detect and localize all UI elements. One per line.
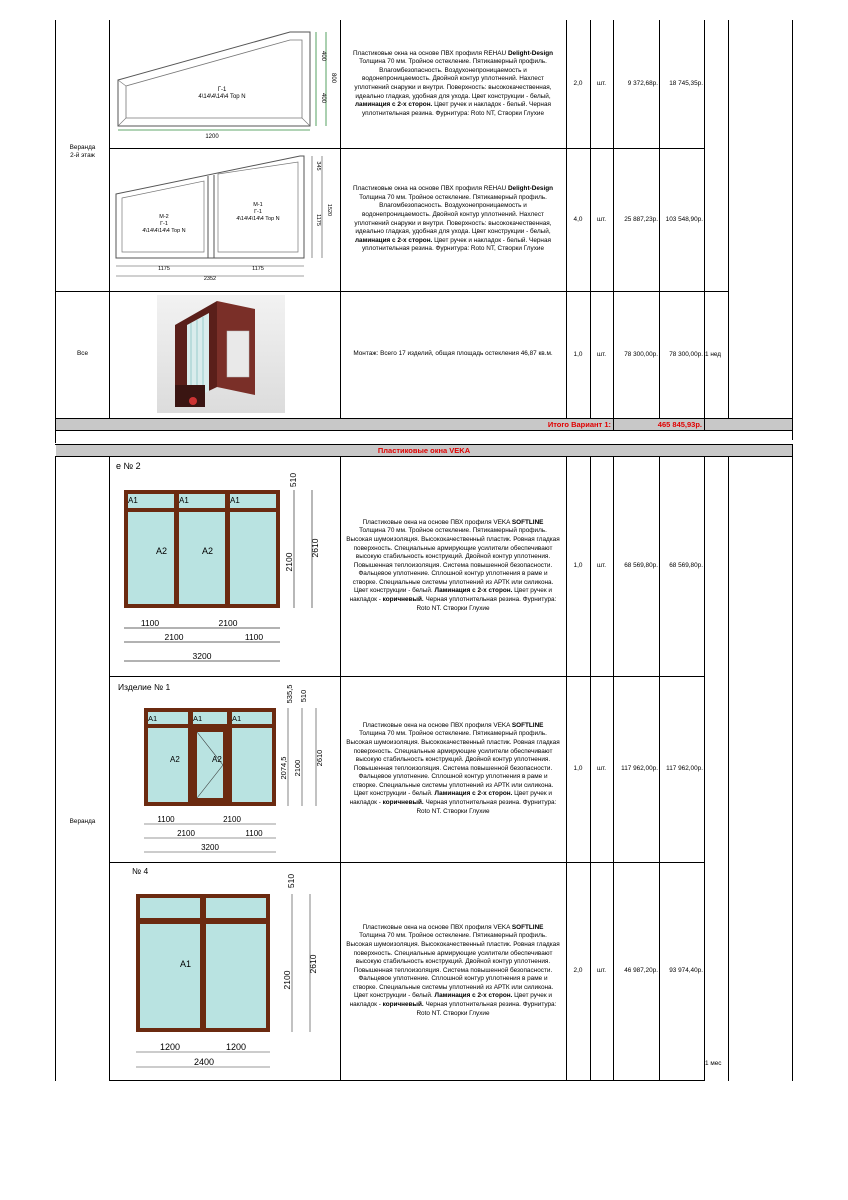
d1-h2: 800 [330,72,336,84]
d4-w2: 2100 [218,618,238,628]
row-qty: 2,0 [573,80,583,87]
row-price: 46 987,20р. [624,967,658,974]
d2-right3: 4\14\4\14\4 Top N [236,216,280,222]
desc-text: Толщина 70 мм. Тройное остекление. Пятикамерный профиль. Высокая шумоизоляция. Высококачественный пластик. Ровная гладкая поверхность. Специальные армирующие усилители обеспечивают высокую стабильность конструкций. Двойной контур уплотнения. Повышенная теплоизоляция. Система повышенной безопасности. Фальцевое уплотнение. Сплошной контур уплотнения в раме и створке. Специальные системы уплотнений из АРТК или силикона. Цвет конструкции - белый. [346,932,560,1000]
desc-bold: Ламинация с 2-х сторон. [434,587,513,595]
desc-bold: ламинация с 2-х сторон. [355,236,433,244]
row-unit: шт. [596,967,607,974]
row-description [342,291,564,418]
d5-a2-2: А2 [212,755,222,764]
desc-bold: ламинация с 2-х сторон. [355,101,433,109]
row-qty: 1,0 [573,765,583,772]
d5-h0: 535,5 [285,684,294,704]
row-description [342,20,564,148]
desc-text: Цвет ручек и накладок - белый. Черная уплотнительная резина. Фурнитура: Roto NT, Створки Глухие [361,236,551,253]
desc-text: Черная уплотнительная резина. Фурнитура: Roto NT. Створки Глухие [416,1001,557,1017]
desc-bold: Ламинация с 2-х сторон. [434,992,513,1000]
d6-title: № 4 [132,866,149,876]
location-all: Все [76,350,88,357]
d4-h2: 2100 [284,552,294,572]
desc-text: Цвет ручек и накладок - белый. Черная уплотнительная резина. Фурнитура: Roto NT, Створки Глухие [361,101,551,117]
desc-bold: коричневый. [382,799,424,807]
d1-label1: Г-1 [217,87,227,93]
d4-w1: 1100 [140,618,160,628]
desc-text: Пластиковые окна на основе ПВХ профиля REHAU [352,49,508,57]
desc-text: Толщина 70 мм. Тройное остекление. Пятикамерный профиль. Высокая шумоизоляция. Высококачественный пластик. Ровная гладкая поверхность. Специальные армирующие усилители обеспечивают высокую стабильность конструкций. Двойной контур уплотнения. Повышенная теплоизоляция. Система повышенной безопасности. Фальцевое уплотнение. Сплошной контур уплотнения в раме и створке. Специальные системы уплотнений из АРТК или силикона. Цвет конструкции - белый. [346,730,560,798]
desc-bold: Delight-Design [507,185,554,193]
row-sum: 18 745,35р. [669,80,703,87]
d2-right2: Г-1 [254,209,262,215]
row-description [342,676,564,862]
window-drawing-6 [112,864,338,1078]
d6-frame [136,894,270,1032]
row-qty: 4,0 [573,215,583,223]
row-price: 78 300,00р. [624,350,658,358]
row-description [342,862,564,1080]
d5-h1: 510 [299,689,308,703]
window-drawing-2 [112,150,338,288]
d5-w3: 2100 [177,829,195,838]
row-sum: 68 569,80р. [669,562,703,569]
d5-w1: 1100 [157,815,175,824]
d6-a1: А1 [180,959,192,969]
window-drawing-5 [112,678,338,860]
location-veranda-2: Веранда 2-й этаж [69,144,96,159]
row-qty: 1,0 [573,350,583,358]
d4-a2-1: А2 [156,546,168,556]
desc-bold: Ламинация с 2-х сторон. [434,790,513,798]
d2-h3: 1520 [326,203,332,217]
d6-h1: 510 [286,873,296,889]
d5-h4: 2610 [315,749,324,767]
d4-a1-2: А1 [179,496,189,505]
d2-wt: 2352 [203,276,217,282]
row-unit: шт. [596,765,607,772]
d4-w4: 1100 [244,632,264,642]
d4-wt: 3200 [192,651,212,661]
row-qty: 2,0 [573,967,583,974]
d4-h1: 510 [288,472,298,488]
desc-text: Монтаж: Всего 17 изделий, общая площадь остекления 46,87 кв.м. [353,350,553,358]
row-qty: 1,0 [573,562,583,569]
d5-a1-3: А1 [232,714,242,723]
desc-text: Толщина 70 мм. Тройное остекление. Пятикамерный профиль. Влагомбезопасность. Воздухонепроницаемость и водонепроницаемость. Двойной контур уплотнений. Нахлест уплотнений снаружи и внутри. Поверхность: высококачественная, идеально гладкая, удобная для ухода. Цвет конструкции - белый, [354,58,552,100]
profile-section-photo [157,295,285,413]
d5-title: Изделие № 1 [118,682,171,692]
d5-w4: 1100 [245,829,263,838]
row-sum: 78 300,00р. [669,350,703,358]
location-veranda: Веранда [69,818,96,825]
d6-w1: 1200 [159,1042,181,1052]
d6-h3: 2610 [308,954,318,974]
row-unit: шт. [596,80,607,87]
row-price: 25 887,23р. [624,215,658,223]
window-drawing-1 [112,22,338,146]
d2-w1: 1175 [158,266,170,272]
row-price: 117 962,00р. [621,765,658,772]
d5-w2: 2100 [223,815,241,824]
d1-h3: 400 [320,92,326,104]
d2-w2: 1175 [252,266,264,272]
d4-a1-3: А1 [230,496,240,505]
row-sum: 93 974,40р. [669,967,703,974]
desc-bold: коричневый. [382,1001,424,1009]
d6-w2: 1200 [225,1042,247,1052]
d5-wt: 3200 [201,843,219,852]
section-title: Пластиковые окна VEKA [377,446,471,455]
total-value: 465 845,93р. [657,420,702,429]
desc-bold: SOFTLINE [511,923,544,931]
desc-bold: коричневый. [382,596,424,604]
row-term: 1 мес [705,1060,722,1067]
desc-bold: Delight-Design [507,49,554,57]
d1-label2: 4\14\4\14\4 Top N [198,94,246,100]
row-description [342,148,564,291]
d2-right1: М-1 [253,202,263,208]
desc-text: Пластиковые окна на основе ПВХ профиля VEKA [362,518,512,526]
d1-h1: 400 [320,50,326,62]
d5-frame [144,708,276,806]
desc-text: Пластиковые окна на основе ПВХ профиля REHAU [352,185,508,193]
desc-text: Пластиковые окна на основе ПВХ профиля VEKA [362,923,512,931]
desc-bold: SOFTLINE [511,721,544,729]
row-price: 9 372,68р. [627,80,658,87]
d2-left1: М-2 [159,214,169,220]
d5-a1-2: А1 [193,714,203,723]
row-unit: шт. [596,215,607,223]
desc-text: Черная уплотнительная резина. Фурнитура: Roto NT. Створки Глухие [416,799,557,815]
row-description [342,456,564,676]
desc-text: Цвет ручек и накладок - [349,992,552,1009]
d4-h3: 2610 [310,538,320,558]
d5-h3: 2100 [293,759,302,777]
row-term: 1 нед [705,350,722,358]
desc-text: Пластиковые окна на основе ПВХ профиля VEKA [362,721,512,729]
desc-bold: SOFTLINE [511,518,544,526]
d4-a2-2: А2 [202,546,214,556]
total-label: Итого Вариант 1: [547,420,611,429]
desc-text: Черная уплотнительная резина. Фурнитура: Roto NT. Створки Глухие [416,596,557,612]
row-price: 68 569,80р. [624,562,658,569]
window-drawing-4 [112,458,338,674]
row-sum: 117 962,00р. [666,765,703,772]
desc-text: Толщина 70 мм. Тройное остекление. Пятикамерный профиль. Влагомбезопасность. Воздухонепроницаемость и водонепроницаемость. Двойной контур уплотнений. Нахлест уплотнений снаружи и внутри. Поверхность: высококачественная, идеально гладкая, удобная для ухода. Цвет конструкции - белый, [354,193,552,236]
d4-title: е № 2 [116,461,141,471]
d2-left3: 4\14\4\14\4 Top N [142,228,186,234]
d5-h2: 2074,5 [279,756,288,780]
d6-h2: 2100 [282,970,292,990]
d2-h2: 1175 [315,214,321,226]
d5-a1-1: А1 [148,714,158,723]
row-unit: шт. [596,350,607,358]
desc-text: Толщина 70 мм. Тройное остекление. Пятикамерный профиль. Высокая шумоизоляция. Высококачественный пластик. Ровная гладкая поверхность. Специальные армирующие усилители обеспечивают высокую стабильность конструкций. Двойной контур уплотнения. Повышенная теплоизоляция. Система повышенной безопасности. Фальцевое уплотнение. Сплошной контур уплотнения в раме и створке. Специальные системы уплотнений из АРТК или силикона. Цвет конструкции - белый. [346,527,560,595]
row-unit: шт. [596,562,607,569]
d4-w3: 2100 [164,632,184,642]
desc-text: Цвет ручек и накладок - [349,587,552,604]
d5-a2-1: А2 [170,755,180,764]
d2-left2: Г-1 [160,221,168,227]
d4-a1-1: А1 [128,496,138,505]
d6-wt: 2400 [193,1057,215,1067]
d2-h1: 345 [315,161,321,171]
row-sum: 103 548,90р. [665,215,703,223]
d1-w: 1200 [205,134,219,140]
desc-text: Цвет ручек и накладок - [349,790,552,807]
